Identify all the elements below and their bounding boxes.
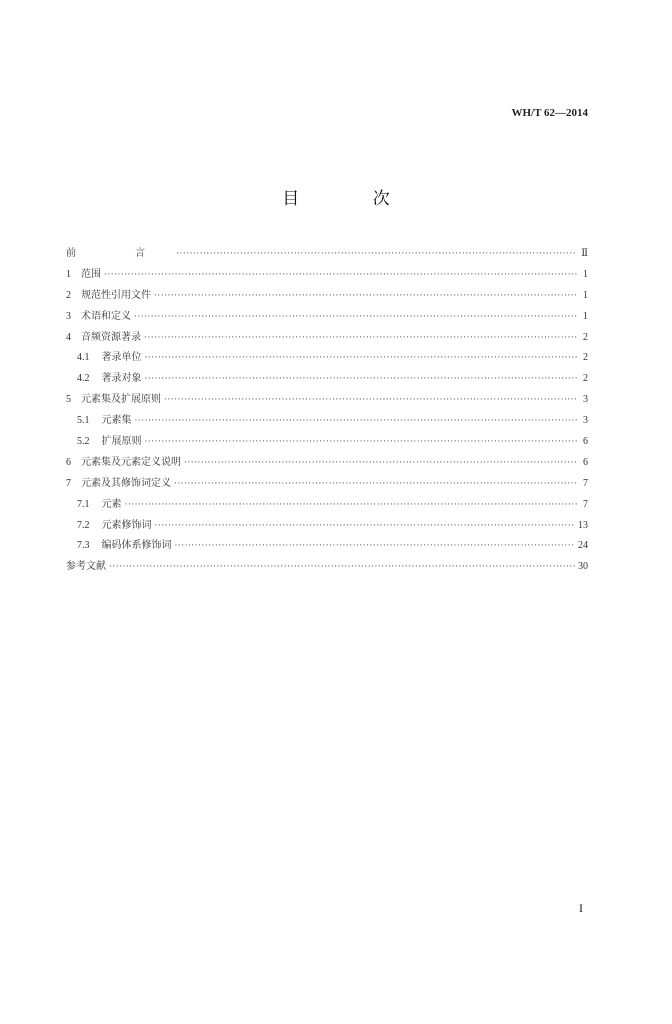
toc-entry-label: 编码体系修饰词	[101, 540, 172, 552]
toc-entry-number: 5.2	[77, 436, 90, 448]
toc-entry-page: 6	[583, 456, 588, 468]
toc-entry[interactable]	[66, 310, 588, 331]
toc-entry[interactable]	[66, 498, 588, 519]
dot-leader	[104, 268, 577, 282]
toc-entry-label: 前 言	[66, 248, 174, 259]
dot-leader	[175, 539, 576, 553]
dot-leader	[164, 393, 577, 407]
dot-leader	[135, 414, 578, 428]
toc-entry[interactable]	[66, 539, 588, 560]
toc-entry-page: 1	[583, 289, 588, 301]
toc-entry-number: 5.1	[77, 415, 90, 427]
toc-entry[interactable]	[66, 560, 588, 581]
dot-leader	[145, 435, 578, 449]
toc-entry-label: 元素修饰词	[101, 519, 152, 531]
dot-leader	[145, 372, 578, 386]
toc-entry-page: 3	[583, 394, 588, 406]
toc-entry-number: 1	[66, 268, 71, 280]
toc-entry-label: 术语和定义	[81, 310, 131, 322]
dot-leader	[144, 331, 577, 345]
dot-leader	[125, 498, 578, 512]
toc-entry-label: 著录对象	[101, 373, 142, 385]
toc-entry-page: 7	[583, 498, 588, 510]
toc-entry-label: 规范性引用文件	[81, 289, 151, 301]
toc-entry-label: 元素集及扩展原则	[81, 394, 161, 406]
table-of-contents	[66, 247, 588, 581]
toc-entry-number: 7	[66, 477, 71, 489]
toc-entry-page: 2	[583, 331, 588, 343]
dot-leader	[134, 310, 577, 324]
toc-entry-number: 7.1	[77, 498, 90, 510]
toc-entry[interactable]	[66, 393, 588, 414]
toc-entry-label: 扩展原则	[101, 436, 142, 448]
toc-entry-page: 1	[583, 268, 588, 280]
toc-entry-page: 30	[578, 561, 588, 573]
toc-entry[interactable]	[66, 331, 588, 352]
toc-entry-label: 音频资源著录	[81, 331, 141, 343]
toc-entry-number: 7.2	[77, 519, 90, 531]
toc-entry-label: 元素集及元素定义说明	[81, 456, 181, 468]
toc-entry-page: 6	[583, 436, 588, 448]
toc-entry[interactable]	[66, 289, 588, 310]
toc-entry[interactable]	[66, 372, 588, 393]
toc-entry-label: 元素及其修饰词定义	[81, 477, 171, 489]
toc-entry-number: 2	[66, 289, 71, 301]
toc-entry-label: 著录单位	[101, 352, 142, 364]
toc-entry[interactable]	[66, 247, 588, 268]
standard-code: WH/T 62—2014	[511, 107, 588, 119]
toc-entry-number: 4.2	[77, 373, 90, 385]
toc-entry-number: 7.3	[77, 540, 90, 552]
dot-leader	[184, 456, 577, 470]
toc-entry[interactable]	[66, 477, 588, 498]
toc-entry-number: 4.1	[77, 352, 90, 364]
toc-entry-number: 6	[66, 456, 71, 468]
dot-leader	[174, 477, 577, 491]
toc-entry-number: 3	[66, 310, 71, 322]
toc-entry[interactable]	[66, 456, 588, 477]
toc-entry-label: 范围	[81, 268, 101, 280]
toc-entry-label: 元素	[101, 498, 122, 510]
toc-entry-label: 参考文献	[66, 561, 106, 573]
dot-leader	[154, 289, 577, 303]
dot-leader	[145, 351, 578, 365]
toc-entry-page: Ⅱ	[581, 248, 588, 259]
toc-entry-page: 2	[583, 352, 588, 364]
toc-entry-page: 7	[583, 477, 588, 489]
page-number: I	[579, 901, 583, 915]
toc-entry-page: 1	[583, 310, 588, 322]
toc-entry[interactable]	[66, 351, 588, 372]
toc-entry[interactable]	[66, 435, 588, 456]
toc-entry[interactable]	[66, 414, 588, 435]
toc-entry-number: 5	[66, 394, 71, 406]
dot-leader	[176, 247, 577, 261]
toc-entry-number: 4	[66, 331, 71, 343]
toc-entry-page: 2	[583, 373, 588, 385]
toc-entry-page: 13	[578, 519, 588, 531]
page-title: 目 次	[282, 189, 424, 209]
toc-entry-label: 元素集	[101, 415, 132, 427]
toc-entry-page: 3	[583, 415, 588, 427]
toc-entry[interactable]	[66, 268, 588, 289]
toc-entry[interactable]	[66, 519, 588, 540]
dot-leader	[155, 519, 576, 533]
toc-entry-page: 24	[578, 540, 588, 552]
dot-leader	[109, 560, 575, 574]
